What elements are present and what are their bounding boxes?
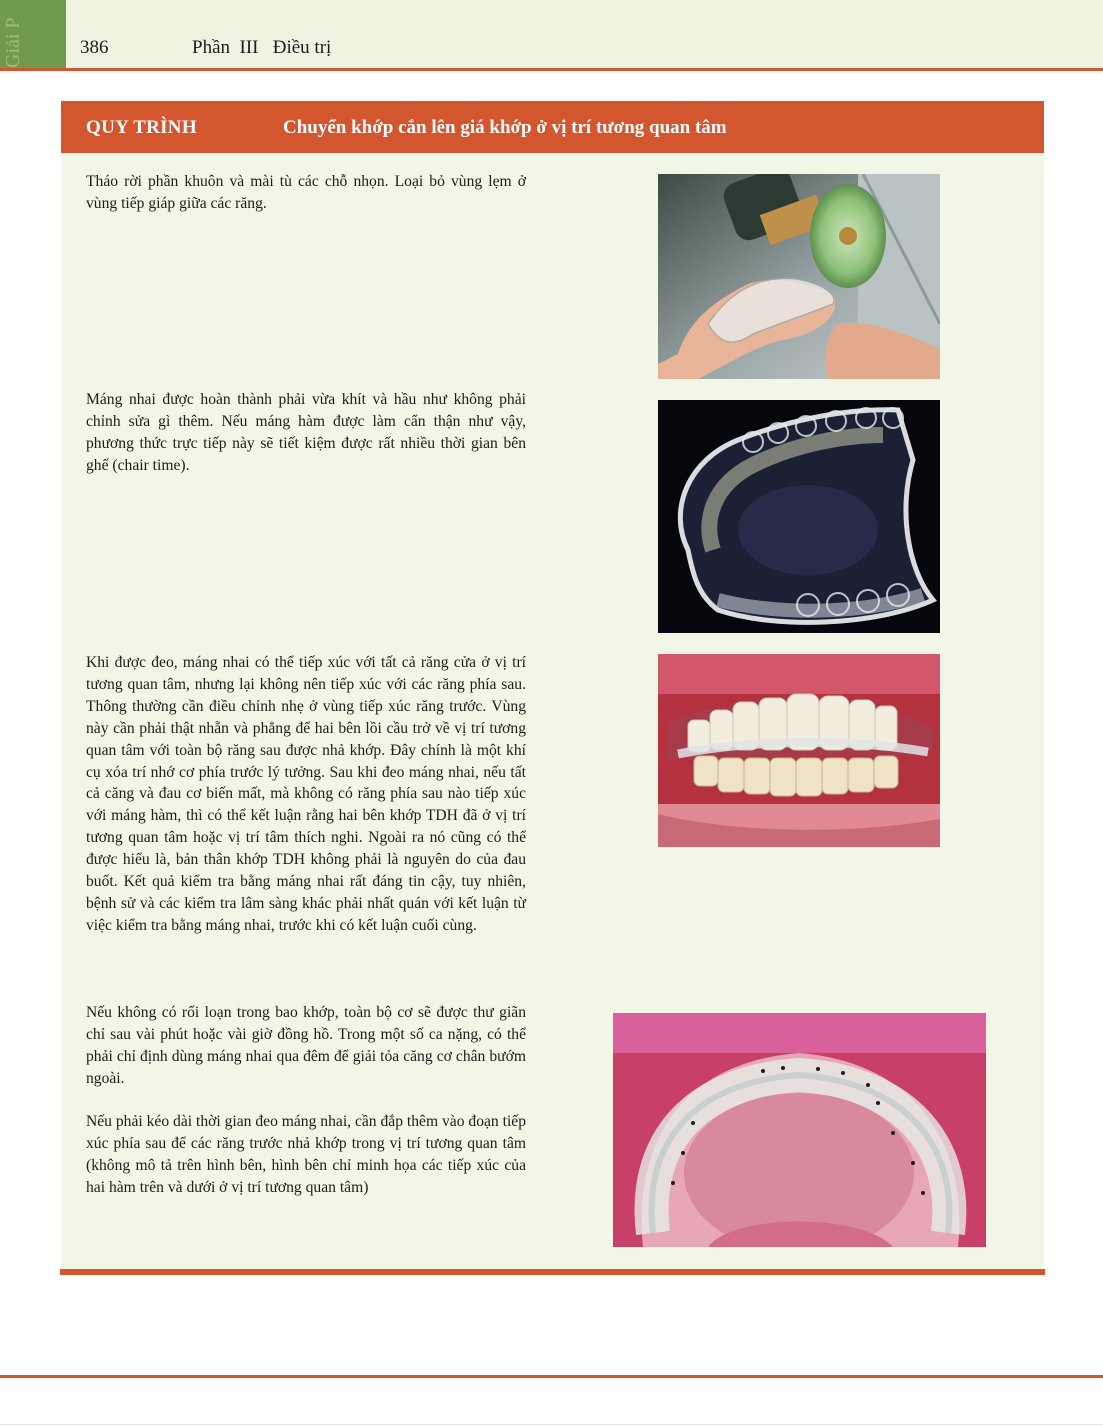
photo-splint-trimming	[658, 174, 940, 379]
paragraph-3: Khi được đeo, máng nhai có thể tiếp xúc với tất cả răng cửa ở vị trí tương quan tâm, nhưng lại không nên tiếp xúc với các răng phía sau. Thông thường cần điều chỉnh nhẹ ở vùng tiếp xúc răng trước. Vùng này cần phải thật nhẵn và phẳng để hai bên lồi cầu trở về vị trí tương quan tâm với toàn bộ răng sau được nhả khớp. Đây chính là một khí cụ xóa trí nhớ cơ phía trước lý tưởng. Sau khi đeo máng nhai, nếu tất cả căng và đau cơ biến mất, mà không có răng phía sau nào tiếp xúc với máng hàm, thì có thể kết luận rằng hai bên khớp TDH đã ở vị trí tương quan tâm hoặc vị trí tâm thích nghi. Ngoài ra nó cũng có thể được hiểu là, bản thân khớp TDH không phải là nguyên do của đau buốt. Kết quả kiểm tra bằng máng nhai rất đáng tin cậy, tuy nhiên, bệnh sử và các kiểm tra lâm sàng khác phải nhất quán với kết luận từ việc kiểm tra bằng máng nhai, trước khi có kết luận cuối cùng.	[86, 654, 526, 934]
page-number: 386	[80, 37, 109, 58]
paragraph-4: Nếu không có rối loạn trong bao khớp, toàn bộ cơ sẽ được thư giãn chỉ sau vài phút hoặc vài giờ đồng hồ. Trong một số ca nặng, có thể phải chỉ định dùng máng nhai qua đêm để giải tỏa căng cơ chân bướm ngoài.	[86, 1004, 526, 1087]
photo-lower-splint-occlusal	[613, 1013, 986, 1247]
footer-rule	[0, 1375, 1103, 1378]
footer-line	[0, 1424, 1103, 1425]
procedure-box	[61, 101, 1044, 1269]
photo-splint-in-mouth	[658, 654, 940, 847]
side-tab-text: Giải P	[2, 17, 24, 68]
paragraph-2: Máng nhai được hoàn thành phải vừa khít và hầu như không phải chỉnh sửa gì thêm. Nếu máng hàm được làm cẩn thận như vậy, phương thức trực tiếp này sẽ tiết kiệm được rất nhiều thời gian bên ghế (chair time).	[86, 391, 526, 474]
procedure-title: Chuyển khớp cắn lên giá khớp ở vị trí tương quan tâm	[283, 117, 727, 138]
procedure-bottom-rule	[60, 1269, 1045, 1275]
chapter-side-tab	[0, 0, 66, 69]
procedure-label: QUY TRÌNH	[86, 117, 197, 138]
photo-finished-splint	[658, 400, 940, 633]
procedure-title-bar	[61, 101, 1044, 153]
page-header	[0, 0, 1103, 69]
paragraph-5: Nếu phải kéo dài thời gian đeo máng nhai, cần đắp thêm vào đoạn tiếp xúc phía sau để các răng trước nhả khớp trong vị trí tương quan tâm (không mô tả trên hình bên, hình bên chỉ minh họa các tiếp xúc của hai hàm trên và dưới ở vị trí tương quan tâm)	[86, 1113, 526, 1196]
paragraph-1: Tháo rời phần khuôn và mài tù các chỗ nhọn. Loại bỏ vùng lẹm ở vùng tiếp giáp giữa các răng.	[86, 173, 526, 212]
header-rule	[0, 68, 1103, 71]
section-title: Phần III Điều trị	[192, 37, 332, 58]
